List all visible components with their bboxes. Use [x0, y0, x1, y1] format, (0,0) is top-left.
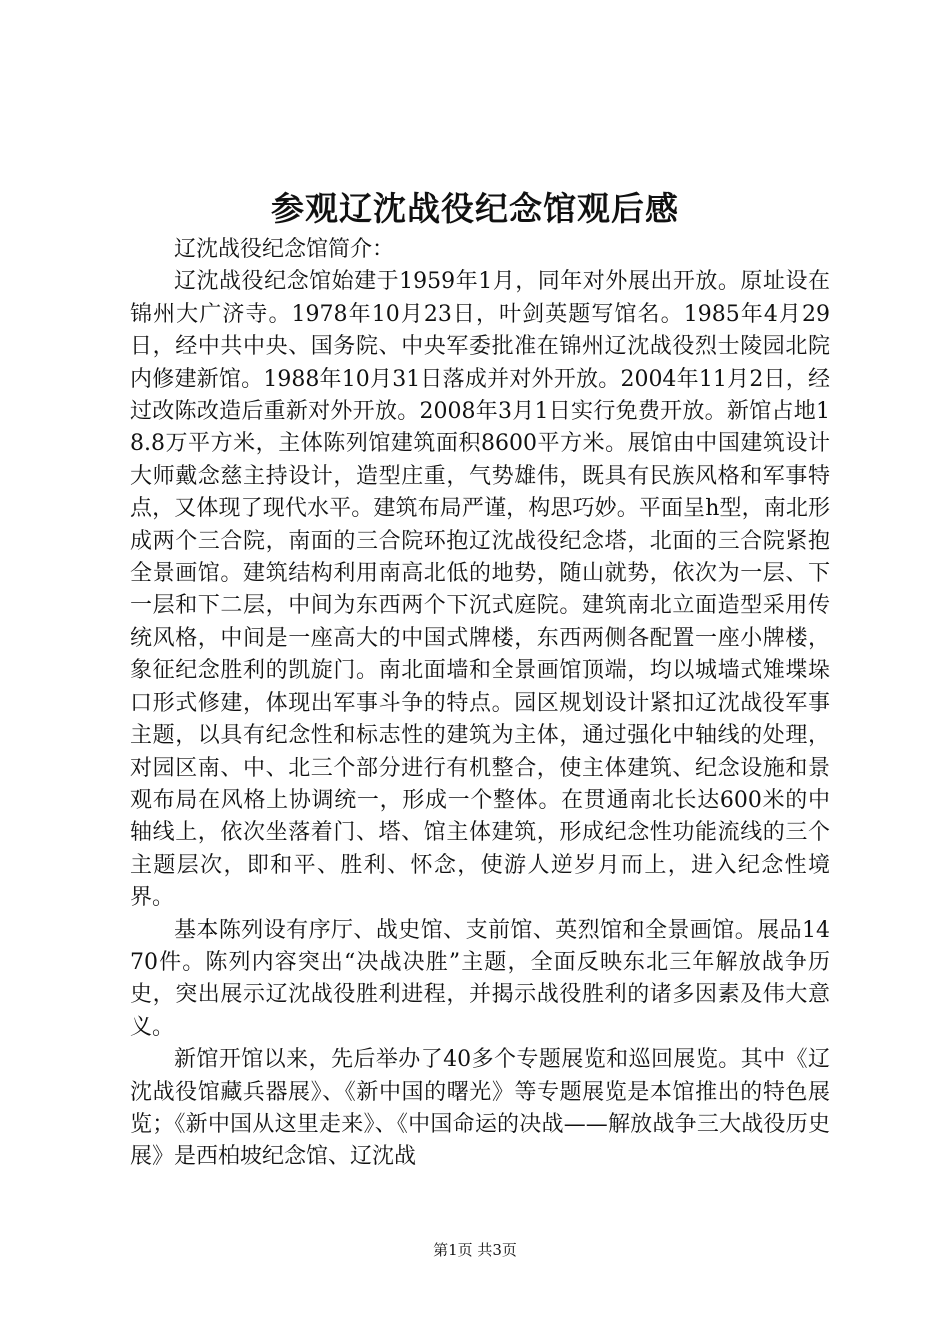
paragraph-intro-heading: 辽沈战役纪念馆简介： [174, 237, 395, 262]
document-title: 参观辽沈战役纪念馆观后感 [271, 189, 679, 228]
paragraph-exhibits: 基本陈列设有序厅、战史馆、支前馆、英烈馆和全景画馆。展品1470件。陈列内容突出“决战决胜”主题，全面反映东北三年解放战争历史，突出展示辽沈战役胜利进程，并揭示战役胜利的诸多因素及伟大意义。 [130, 917, 830, 1040]
paragraph-special-exhibitions: 新馆开馆以来，先后举办了40多个专题展览和巡回展览。其中《辽沈战役馆藏兵器展》、《新中国的曙光》等专题展览是本馆推出的特色展览；《新中国从这里走来》、《中国命运的决战——解放战争三大战役历史展》是西柏坡纪念馆、辽沈战 [130, 1047, 830, 1170]
page-footer: 第1页 共3页 [433, 1241, 517, 1259]
document-body [130, 234, 830, 1174]
paragraph-history: 辽沈战役纪念馆始建于1959年1月，同年对外展出开放。原址设在锦州大广济寺。1978年10月23日，叶剑英题写馆名。1985年4月29日，经中共中央、国务院、中央军委批准在锦州辽沈战役烈士陵园北院内修建新馆。1988年10月31日落成并对外开放。2004年11月2日，经过改陈改造后重新对外开放。2008年3月1日实行免费开放。新馆占地18.8万平方米，主体陈列馆建筑面积8600平方米。展馆由中国建筑设计大师戴念慈主持设计，造型庄重，气势雄伟，既具有民族风格和军事特点，又体现了现代水平。建筑布局严谨，构思巧妙。平面呈h型，南北形成两个三合院，南面的三合院环抱辽沈战役纪念塔，北面的三合院紧抱全景画馆。建筑结构利用南高北低的地势，随山就势，依次为一层、下一层和下二层，中间为东西两个下沉式庭院。建筑南北立面造型采用传统风格，中间是一座高大的中国式牌楼，东西两侧各配置一座小牌楼，象征纪念胜利的凯旋门。南北面墙和全景画馆顶端，均以城墙式雉堞垛口形式修建，体现出军事斗争的特点。园区规划设计紧扣辽沈战役军事主题，以具有纪念性和标志性的建筑为主体，通过强化中轴线的处理，对园区南、中、北三个部分进行有机整合，使主体建筑、纪念设施和景观布局在风格上协调统一，形成一个整体。在贯通南北长达600米的中轴线上，依次坐落着门、塔、馆主体建筑，形成纪念性功能流线的三个主题层次，即和平、胜利、怀念，使游人逆岁月而上，进入纪念性境界。 [130, 269, 830, 911]
